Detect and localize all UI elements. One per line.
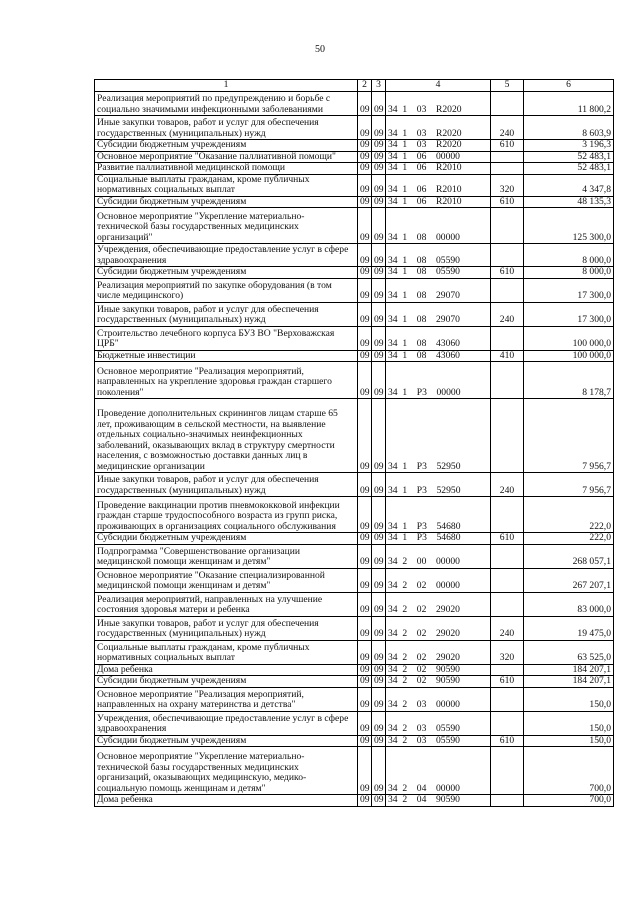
row-section-cell: 09 xyxy=(358,592,372,616)
row-name-cell: Основное мероприятие "Укрепление материально-технической базы государственных медицинских организаций" xyxy=(95,208,358,244)
header-col-6: 6 xyxy=(524,80,614,92)
row-target-code-cell: 34 1 P3 52950 xyxy=(386,399,491,473)
row-amount-cell: 17 300,0 xyxy=(524,302,614,326)
row-subsection-cell: 09 xyxy=(372,92,386,116)
table-row xyxy=(95,747,614,795)
row-expense-type-cell: 410 xyxy=(491,350,524,362)
row-target-code-cell: 34 1 06 R2010 xyxy=(386,174,491,196)
row-section-cell: 09 xyxy=(358,278,372,302)
row-amount-cell: 150,0 xyxy=(524,735,614,747)
row-target-code-cell: 34 1 06 R2010 xyxy=(386,163,491,175)
table-row xyxy=(95,278,614,302)
row-amount-cell: 100 000,0 xyxy=(524,326,614,350)
row-subsection-cell: 09 xyxy=(372,664,386,676)
row-target-code-cell: 34 1 P3 54680 xyxy=(386,497,491,533)
table-row xyxy=(95,795,614,807)
row-amount-cell: 83 000,0 xyxy=(524,592,614,616)
row-target-code-cell: 34 2 02 29020 xyxy=(386,592,491,616)
row-section-cell: 09 xyxy=(358,151,372,163)
row-amount-cell: 52 483,1 xyxy=(524,163,614,175)
row-expense-type-cell xyxy=(491,568,524,592)
row-name-cell: Социальные выплаты гражданам, кроме публичных нормативных социальных выплат xyxy=(95,174,358,196)
row-section-cell: 09 xyxy=(358,208,372,244)
table-row xyxy=(95,640,614,664)
row-name-cell: Субсидии бюджетным учреждениям xyxy=(95,196,358,208)
table-row xyxy=(95,140,614,152)
row-amount-cell: 7 956,7 xyxy=(524,473,614,497)
row-amount-cell: 7 956,7 xyxy=(524,399,614,473)
row-section-cell: 09 xyxy=(358,795,372,807)
row-section-cell: 09 xyxy=(358,326,372,350)
row-name-cell: Строительство лечебного корпуса БУЗ ВО "Верховажская ЦРБ" xyxy=(95,326,358,350)
row-amount-cell: 700,0 xyxy=(524,795,614,807)
row-target-code-cell: 34 2 02 90590 xyxy=(386,664,491,676)
header-col-1: 1 xyxy=(95,80,358,92)
row-name-cell: Реализация мероприятий по закупке оборудования (в том числе медицинского) xyxy=(95,278,358,302)
row-section-cell: 09 xyxy=(358,676,372,688)
row-target-code-cell: 34 2 00 00000 xyxy=(386,544,491,568)
row-name-cell: Субсидии бюджетным учреждениям xyxy=(95,267,358,279)
row-name-cell: Иные закупки товаров, работ и услуг для обеспечения государственных (муниципальных) нужд xyxy=(95,302,358,326)
row-expense-type-cell xyxy=(491,151,524,163)
table-row xyxy=(95,568,614,592)
row-section-cell: 09 xyxy=(358,735,372,747)
row-amount-cell: 125 300,0 xyxy=(524,208,614,244)
row-target-code-cell: 34 1 08 00000 xyxy=(386,208,491,244)
table-row xyxy=(95,676,614,688)
row-subsection-cell: 09 xyxy=(372,747,386,795)
row-target-code-cell: 34 2 03 00000 xyxy=(386,687,491,711)
table-row xyxy=(95,151,614,163)
row-expense-type-cell xyxy=(491,711,524,735)
row-amount-cell: 63 525,0 xyxy=(524,640,614,664)
table-row xyxy=(95,196,614,208)
row-section-cell: 09 xyxy=(358,174,372,196)
row-target-code-cell: 34 2 02 90590 xyxy=(386,676,491,688)
row-name-cell: Субсидии бюджетным учреждениям xyxy=(95,140,358,152)
row-expense-type-cell xyxy=(491,399,524,473)
table-body xyxy=(95,92,614,807)
row-amount-cell: 100 000,0 xyxy=(524,350,614,362)
row-subsection-cell: 09 xyxy=(372,795,386,807)
row-section-cell: 09 xyxy=(358,196,372,208)
row-name-cell: Учреждения, обеспечивающие предоставление услуг в сфере здравоохранения xyxy=(95,244,358,267)
row-target-code-cell: 34 1 06 R2010 xyxy=(386,196,491,208)
row-subsection-cell: 09 xyxy=(372,399,386,473)
row-target-code-cell: 34 1 P3 00000 xyxy=(386,362,491,399)
row-subsection-cell: 09 xyxy=(372,473,386,497)
table-row xyxy=(95,302,614,326)
row-subsection-cell: 09 xyxy=(372,687,386,711)
row-name-cell: Развитие паллиативной медицинской помощи xyxy=(95,163,358,175)
row-subsection-cell: 09 xyxy=(372,326,386,350)
row-amount-cell: 222,0 xyxy=(524,497,614,533)
row-expense-type-cell: 240 xyxy=(491,473,524,497)
header-col-4: 4 xyxy=(386,80,491,92)
row-subsection-cell: 09 xyxy=(372,640,386,664)
table-row xyxy=(95,533,614,545)
row-section-cell: 09 xyxy=(358,267,372,279)
header-col-2: 2 xyxy=(358,80,372,92)
row-expense-type-cell xyxy=(491,92,524,116)
row-amount-cell: 184 207,1 xyxy=(524,676,614,688)
table-row xyxy=(95,362,614,399)
row-target-code-cell: 34 2 02 29020 xyxy=(386,616,491,640)
header-col-5: 5 xyxy=(491,80,524,92)
row-amount-cell: 222,0 xyxy=(524,533,614,545)
row-expense-type-cell: 240 xyxy=(491,302,524,326)
row-section-cell: 09 xyxy=(358,92,372,116)
row-name-cell: Бюджетные инвестиции xyxy=(95,350,358,362)
table-row xyxy=(95,163,614,175)
row-subsection-cell: 09 xyxy=(372,568,386,592)
row-target-code-cell: 34 2 03 05590 xyxy=(386,711,491,735)
row-section-cell: 09 xyxy=(358,362,372,399)
row-name-cell: Реализация мероприятий по предупреждению и борьбе с социально значимыми инфекционными заболеваниями xyxy=(95,92,358,116)
row-subsection-cell: 09 xyxy=(372,616,386,640)
row-amount-cell: 19 475,0 xyxy=(524,616,614,640)
row-target-code-cell: 34 1 03 R2020 xyxy=(386,116,491,140)
row-section-cell: 09 xyxy=(358,399,372,473)
row-amount-cell: 268 057,1 xyxy=(524,544,614,568)
row-subsection-cell: 09 xyxy=(372,735,386,747)
table-row xyxy=(95,664,614,676)
row-expense-type-cell: 610 xyxy=(491,735,524,747)
row-amount-cell: 267 207,1 xyxy=(524,568,614,592)
row-target-code-cell: 34 1 08 43060 xyxy=(386,350,491,362)
row-subsection-cell: 09 xyxy=(372,533,386,545)
row-section-cell: 09 xyxy=(358,473,372,497)
row-name-cell: Проведение дополнительных скринингов лицам старше 65 лет, проживающим в сельской местности, на выявление отдельных социально-значимых неинфекционных заболеваний, оказывающих вклад в структуру смертности населения, с возможностью доставки данных лиц в медицинские организации xyxy=(95,399,358,473)
row-expense-type-cell xyxy=(491,687,524,711)
table-row xyxy=(95,544,614,568)
table-row xyxy=(95,735,614,747)
table-row xyxy=(95,326,614,350)
row-amount-cell: 150,0 xyxy=(524,687,614,711)
row-target-code-cell: 34 1 08 29070 xyxy=(386,302,491,326)
row-subsection-cell: 09 xyxy=(372,267,386,279)
row-amount-cell: 8 000,0 xyxy=(524,244,614,267)
row-subsection-cell: 09 xyxy=(372,302,386,326)
row-name-cell: Основное мероприятие "Оказание паллиативной помощи" xyxy=(95,151,358,163)
row-name-cell: Иные закупки товаров, работ и услуг для обеспечения государственных (муниципальных) нужд xyxy=(95,616,358,640)
row-expense-type-cell xyxy=(491,326,524,350)
row-section-cell: 09 xyxy=(358,140,372,152)
row-name-cell: Проведение вакцинации против пневмококковой инфекции граждан старше трудоспособного возраста из групп риска, проживающих в организациях социального обслуживания xyxy=(95,497,358,533)
row-subsection-cell: 09 xyxy=(372,174,386,196)
row-target-code-cell: 34 2 04 90590 xyxy=(386,795,491,807)
row-expense-type-cell: 610 xyxy=(491,140,524,152)
row-amount-cell: 150,0 xyxy=(524,711,614,735)
row-amount-cell: 4 347,8 xyxy=(524,174,614,196)
row-name-cell: Дома ребенка xyxy=(95,795,358,807)
row-section-cell: 09 xyxy=(358,711,372,735)
row-expense-type-cell: 320 xyxy=(491,640,524,664)
row-subsection-cell: 09 xyxy=(372,244,386,267)
header-col-3: 3 xyxy=(372,80,386,92)
row-target-code-cell: 34 1 08 05590 xyxy=(386,244,491,267)
row-expense-type-cell: 240 xyxy=(491,616,524,640)
row-name-cell: Дома ребенка xyxy=(95,664,358,676)
row-name-cell: Субсидии бюджетным учреждениям xyxy=(95,676,358,688)
row-section-cell: 09 xyxy=(358,640,372,664)
row-expense-type-cell xyxy=(491,664,524,676)
row-subsection-cell: 09 xyxy=(372,676,386,688)
row-target-code-cell: 34 2 02 00000 xyxy=(386,568,491,592)
row-target-code-cell: 34 2 04 00000 xyxy=(386,747,491,795)
row-target-code-cell: 34 1 08 43060 xyxy=(386,326,491,350)
row-subsection-cell: 09 xyxy=(372,497,386,533)
row-expense-type-cell xyxy=(491,208,524,244)
row-section-cell: 09 xyxy=(358,350,372,362)
table-row xyxy=(95,244,614,267)
table-row xyxy=(95,592,614,616)
row-expense-type-cell xyxy=(491,362,524,399)
row-target-code-cell: 34 1 P3 52950 xyxy=(386,473,491,497)
row-subsection-cell: 09 xyxy=(372,163,386,175)
row-target-code-cell: 34 2 03 05590 xyxy=(386,735,491,747)
row-amount-cell: 8 000,0 xyxy=(524,267,614,279)
row-name-cell: Субсидии бюджетным учреждениям xyxy=(95,533,358,545)
row-amount-cell: 52 483,1 xyxy=(524,151,614,163)
row-section-cell: 09 xyxy=(358,664,372,676)
row-target-code-cell: 34 2 02 29020 xyxy=(386,640,491,664)
row-expense-type-cell: 610 xyxy=(491,196,524,208)
row-section-cell: 09 xyxy=(358,568,372,592)
row-target-code-cell: 34 1 03 R2020 xyxy=(386,92,491,116)
table-row xyxy=(95,616,614,640)
row-name-cell: Иные закупки товаров, работ и услуг для обеспечения государственных (муниципальных) нужд xyxy=(95,473,358,497)
row-section-cell: 09 xyxy=(358,163,372,175)
row-name-cell: Иные закупки товаров, работ и услуг для обеспечения государственных (муниципальных) нужд xyxy=(95,116,358,140)
row-amount-cell: 17 300,0 xyxy=(524,278,614,302)
row-section-cell: 09 xyxy=(358,747,372,795)
row-subsection-cell: 09 xyxy=(372,350,386,362)
row-subsection-cell: 09 xyxy=(372,278,386,302)
row-expense-type-cell: 240 xyxy=(491,116,524,140)
row-expense-type-cell: 320 xyxy=(491,174,524,196)
row-name-cell: Реализация мероприятий, направленных на улучшение состояния здоровья матери и ребенка xyxy=(95,592,358,616)
row-name-cell: Подпрограмма "Совершенствование организации медицинской помощи женщинам и детям" xyxy=(95,544,358,568)
row-amount-cell: 700,0 xyxy=(524,747,614,795)
row-amount-cell: 184 207,1 xyxy=(524,664,614,676)
row-subsection-cell: 09 xyxy=(372,196,386,208)
row-section-cell: 09 xyxy=(358,544,372,568)
table-row xyxy=(95,687,614,711)
row-expense-type-cell: 610 xyxy=(491,267,524,279)
table-row xyxy=(95,473,614,497)
row-name-cell: Социальные выплаты гражданам, кроме публичных нормативных социальных выплат xyxy=(95,640,358,664)
row-subsection-cell: 09 xyxy=(372,140,386,152)
row-subsection-cell: 09 xyxy=(372,208,386,244)
row-amount-cell: 11 800,2 xyxy=(524,92,614,116)
row-expense-type-cell xyxy=(491,497,524,533)
row-expense-type-cell xyxy=(491,278,524,302)
row-section-cell: 09 xyxy=(358,116,372,140)
table-row xyxy=(95,350,614,362)
row-section-cell: 09 xyxy=(358,244,372,267)
table-row xyxy=(95,92,614,116)
row-name-cell: Основное мероприятие "Реализация мероприятий, направленных на охрану материнства и детства" xyxy=(95,687,358,711)
row-target-code-cell: 34 1 08 29070 xyxy=(386,278,491,302)
row-subsection-cell: 09 xyxy=(372,151,386,163)
row-section-cell: 09 xyxy=(358,302,372,326)
row-name-cell: Основное мероприятие "Оказание специализированной медицинской помощи женщинам и детям" xyxy=(95,568,358,592)
row-section-cell: 09 xyxy=(358,497,372,533)
row-target-code-cell: 34 1 08 05590 xyxy=(386,267,491,279)
table-row xyxy=(95,497,614,533)
page-number: 50 xyxy=(315,44,325,55)
row-target-code-cell: 34 1 06 00000 xyxy=(386,151,491,163)
row-amount-cell: 3 196,3 xyxy=(524,140,614,152)
row-amount-cell: 48 135,3 xyxy=(524,196,614,208)
row-expense-type-cell: 610 xyxy=(491,676,524,688)
row-target-code-cell: 34 1 03 R2020 xyxy=(386,140,491,152)
row-name-cell: Субсидии бюджетным учреждениям xyxy=(95,735,358,747)
row-target-code-cell: 34 1 P3 54680 xyxy=(386,533,491,545)
row-expense-type-cell xyxy=(491,163,524,175)
table-row xyxy=(95,399,614,473)
row-name-cell: Основное мероприятие "Укрепление материально-технической базы государственных медицинских организаций, оказывающих медицинскую, медико-социальную помощь женщинам и детям" xyxy=(95,747,358,795)
row-name-cell: Основное мероприятие "Реализация мероприятий, направленных на укрепление здоровья граждан старшего поколения" xyxy=(95,362,358,399)
header-row xyxy=(95,80,614,92)
budget-table xyxy=(94,79,614,807)
row-subsection-cell: 09 xyxy=(372,592,386,616)
row-subsection-cell: 09 xyxy=(372,544,386,568)
table-row xyxy=(95,174,614,196)
row-expense-type-cell xyxy=(491,592,524,616)
table-header xyxy=(95,80,614,92)
row-section-cell: 09 xyxy=(358,687,372,711)
row-expense-type-cell xyxy=(491,544,524,568)
row-expense-type-cell: 610 xyxy=(491,533,524,545)
row-expense-type-cell xyxy=(491,795,524,807)
row-amount-cell: 8 603,9 xyxy=(524,116,614,140)
row-expense-type-cell xyxy=(491,244,524,267)
row-subsection-cell: 09 xyxy=(372,116,386,140)
row-section-cell: 09 xyxy=(358,616,372,640)
table-row xyxy=(95,267,614,279)
row-subsection-cell: 09 xyxy=(372,362,386,399)
table-row xyxy=(95,208,614,244)
row-amount-cell: 8 178,7 xyxy=(524,362,614,399)
row-subsection-cell: 09 xyxy=(372,711,386,735)
row-expense-type-cell xyxy=(491,747,524,795)
table-row xyxy=(95,116,614,140)
row-name-cell: Учреждения, обеспечивающие предоставление услуг в сфере здравоохранения xyxy=(95,711,358,735)
table-row xyxy=(95,711,614,735)
row-section-cell: 09 xyxy=(358,533,372,545)
